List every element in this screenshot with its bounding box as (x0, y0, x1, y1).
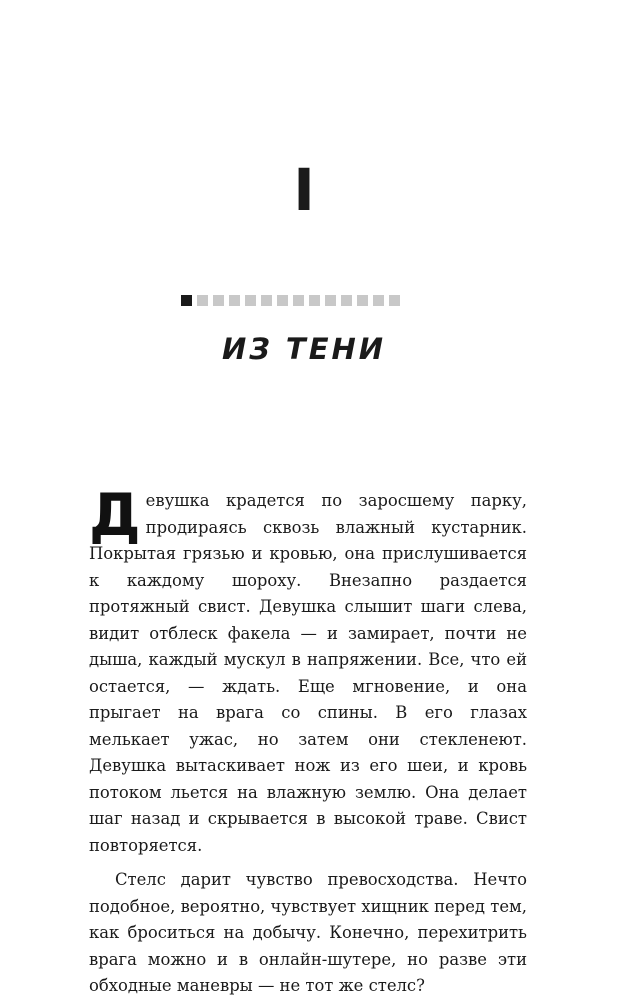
paragraph-2: Стелс дарит чувство превосходства. Нечто подобное, вероятно, чувствует хищник перед тем, как броситься на добычу. Конечно, перехитрить врага можно и в онлайн-шутере, но разве эти обходные маневры — не тот же стелс? (89, 870, 527, 995)
chapter-title: ИЗ ТЕНИ (221, 332, 387, 366)
progress-square (213, 295, 224, 306)
paragraph-1-text: евушка крадется по заросшему парку, продираясь сквозь влажный кустарник. Покрытая грязью и кровью, она прислушивается к каждому шороху. Внезапно раздается протяжный свист. Девушка слышит шаги слева, видит отблеск факела — и замирает, почти не дыша, каждый мускул в напряжении. Все, что ей остается, — ждать. Еще мгновение, и она прыгает на врага со спины. В его глазах мелькает ужас, но затем они стекленеют. Девушка вытаскивает нож из его шеи, и кровь потоком льется на влажную землю. Она делает шаг назад и скрывается в высокой траве. Свист повторяется. (89, 491, 527, 855)
paragraph-1 (89, 481, 527, 859)
part-progress-indicator (181, 295, 400, 306)
progress-square-active (181, 295, 192, 306)
part-number: I (293, 156, 315, 224)
progress-square (325, 295, 336, 306)
body-text (89, 481, 527, 1000)
progress-square (277, 295, 288, 306)
progress-square (293, 295, 304, 306)
progress-square (373, 295, 384, 306)
progress-square (389, 295, 400, 306)
progress-square (357, 295, 368, 306)
progress-square (261, 295, 272, 306)
progress-square (309, 295, 320, 306)
progress-square (197, 295, 208, 306)
progress-square (245, 295, 256, 306)
progress-square (341, 295, 352, 306)
progress-square (229, 295, 240, 306)
drop-cap: Д (89, 481, 141, 549)
